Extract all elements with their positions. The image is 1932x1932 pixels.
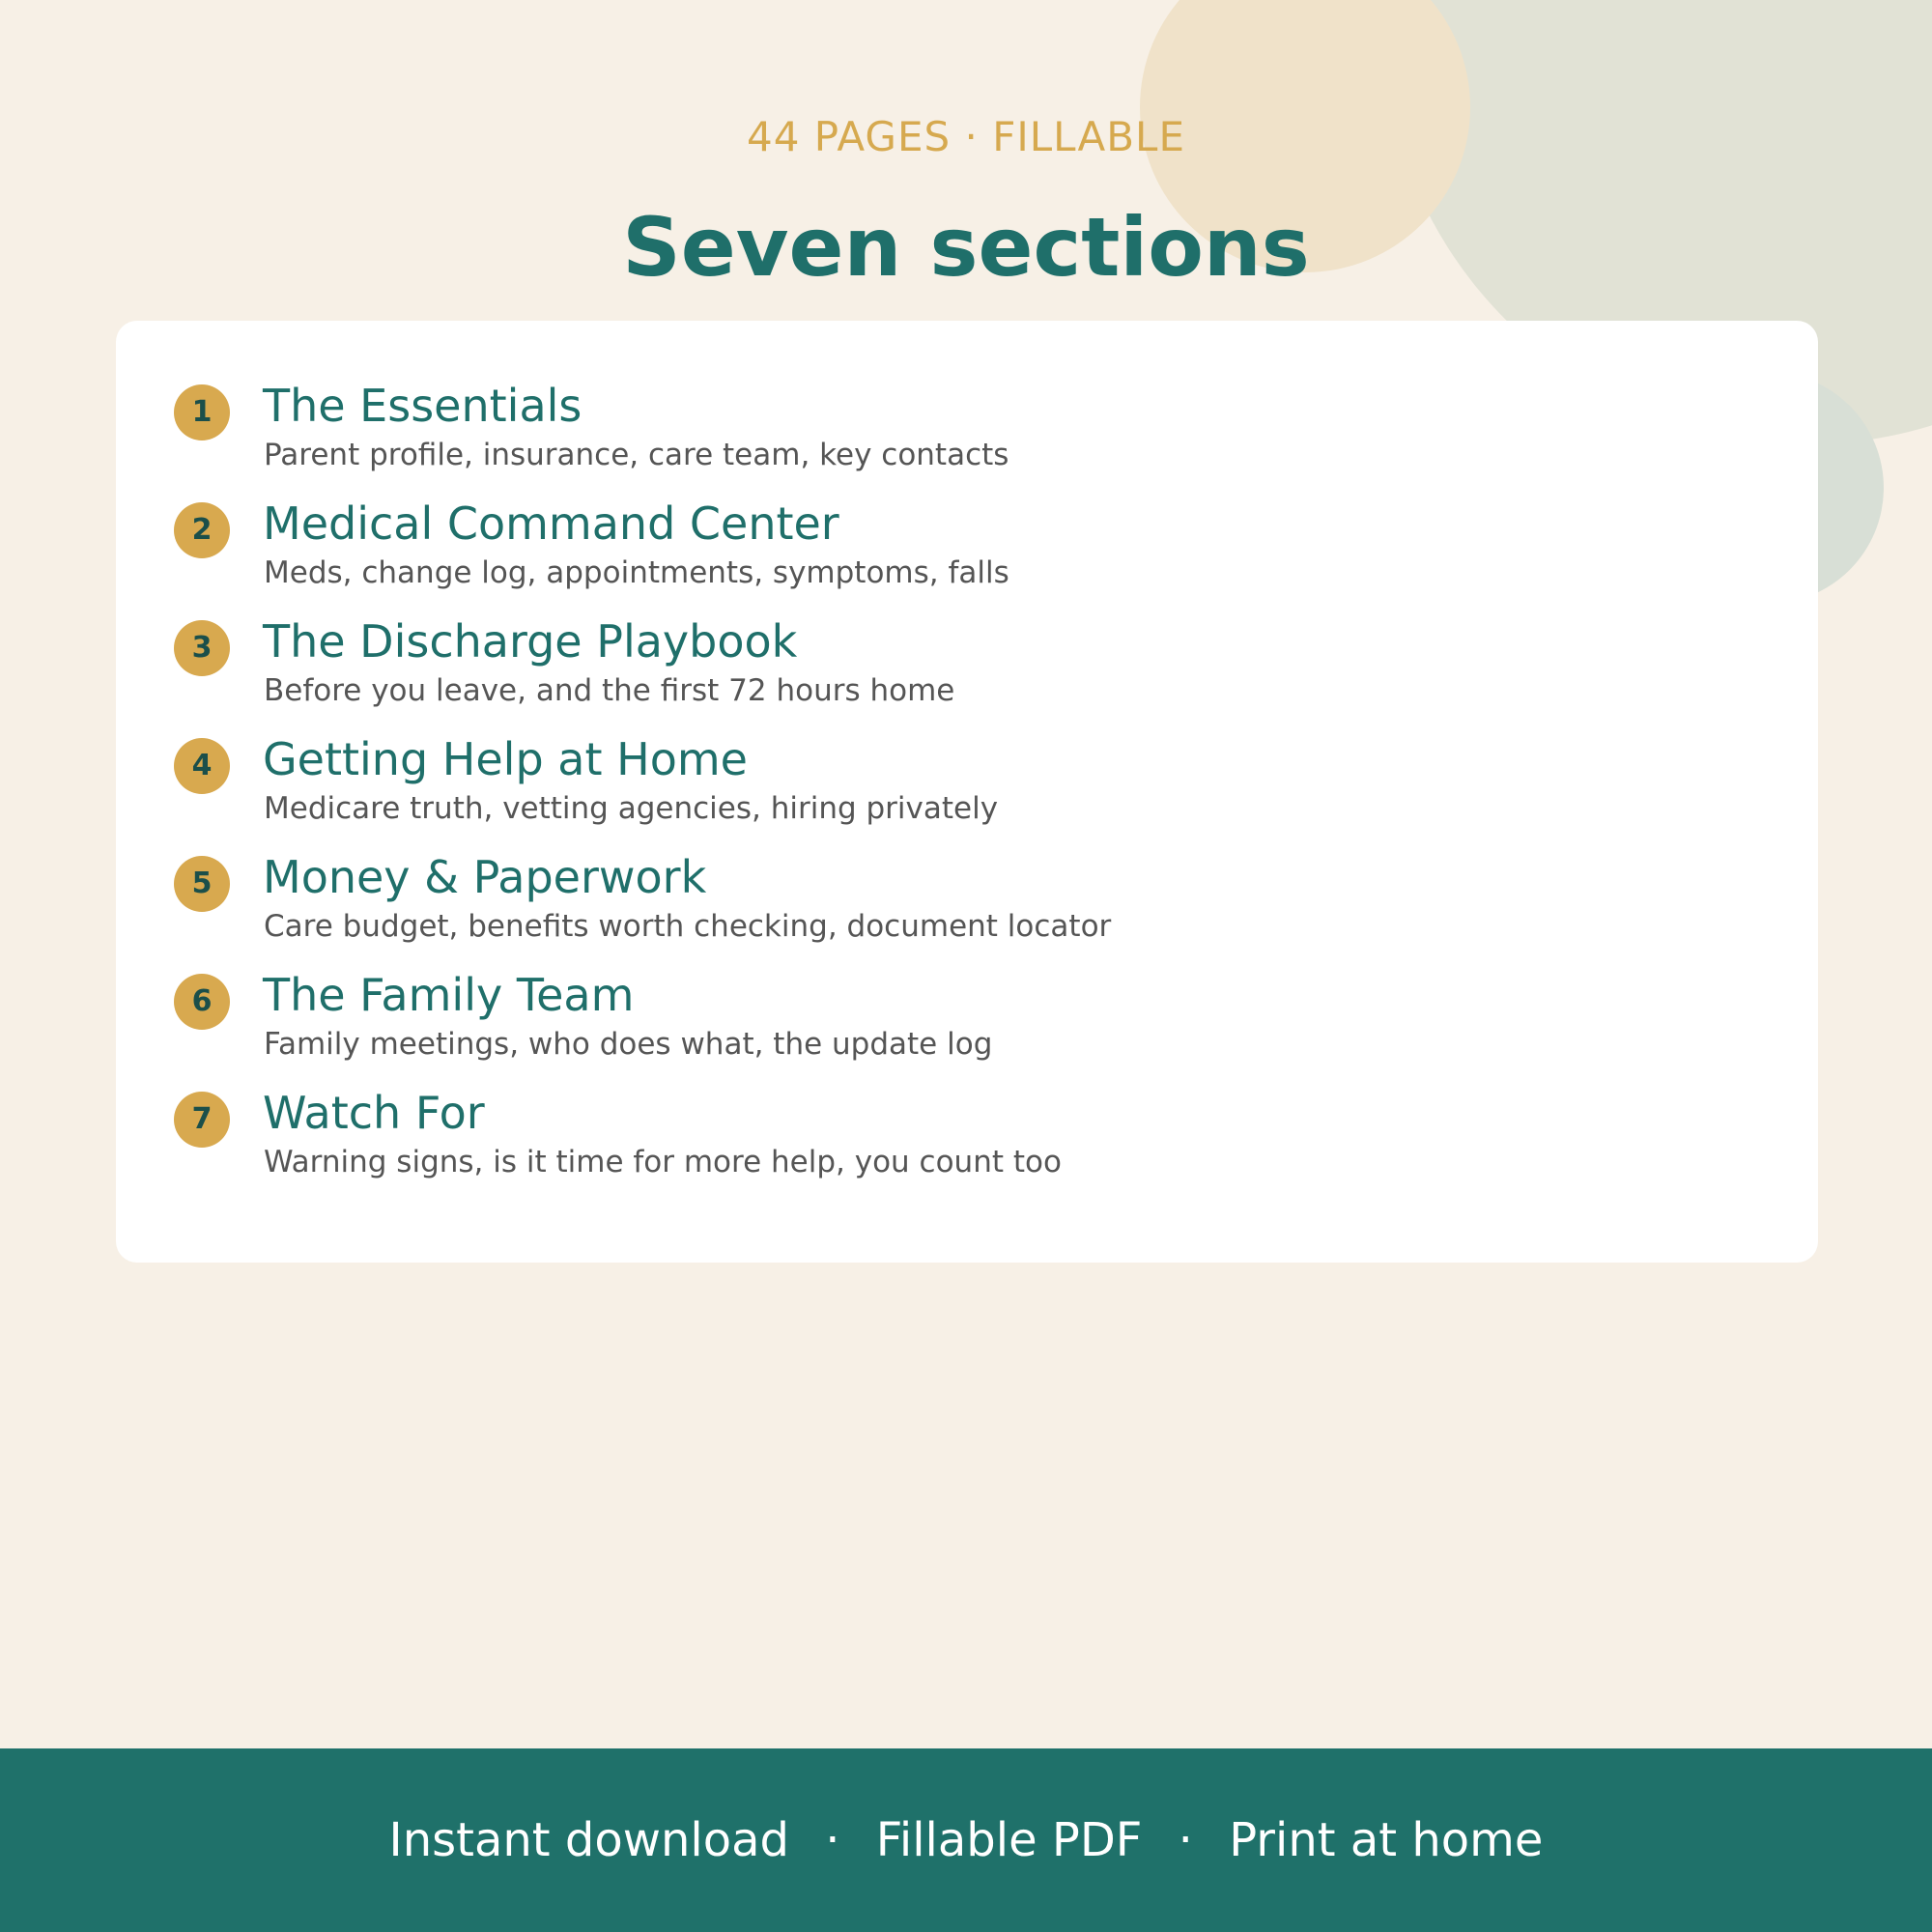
section-number-badge: 7 xyxy=(174,1092,230,1148)
section-number-badge: 5 xyxy=(174,856,230,912)
section-description: Care budget, benefits worth checking, document locator xyxy=(264,909,1112,944)
section-title: Getting Help at Home xyxy=(263,733,748,785)
footer-feature-instant-download: Instant download xyxy=(388,1813,789,1867)
section-title: The Essentials xyxy=(263,380,582,432)
section-title: Money & Paperwork xyxy=(263,851,707,903)
section-description: Meds, change log, appointments, symptoms, falls xyxy=(264,555,1009,590)
section-description: Warning signs, is it time for more help, you count too xyxy=(264,1145,1062,1179)
section-title: Watch For xyxy=(263,1087,485,1139)
section-item-family-team xyxy=(116,910,1662,1062)
section-item-essentials xyxy=(116,321,1662,472)
section-description: Medicare truth, vetting agencies, hiring privately xyxy=(264,791,999,826)
section-description: Before you leave, and the first 72 hours home xyxy=(264,673,955,708)
section-title: The Family Team xyxy=(263,969,635,1021)
page-title: Seven sections xyxy=(622,200,1310,295)
footer-separator: · xyxy=(825,1813,840,1867)
footer-feature-fillable-pdf: Fillable PDF xyxy=(875,1813,1143,1867)
section-number-badge: 3 xyxy=(174,620,230,676)
page-eyebrow: 44 PAGES · FILLABLE xyxy=(746,113,1185,160)
section-number-badge: 6 xyxy=(174,974,230,1030)
section-title: Medical Command Center xyxy=(263,497,839,550)
section-item-help-at-home xyxy=(116,674,1662,826)
section-number-badge: 1 xyxy=(174,384,230,440)
section-description: Family meetings, who does what, the update log xyxy=(264,1027,993,1062)
section-number-badge: 2 xyxy=(174,502,230,558)
section-title: The Discharge Playbook xyxy=(263,615,798,668)
section-item-discharge-playbook xyxy=(116,556,1662,708)
footer-banner xyxy=(0,1748,1932,1932)
section-item-medical-command-center xyxy=(116,439,1662,590)
footer-feature-print-at-home: Print at home xyxy=(1229,1813,1544,1867)
sections-card xyxy=(116,321,1818,1263)
section-number-badge: 4 xyxy=(174,738,230,794)
footer-separator: · xyxy=(1178,1813,1193,1867)
section-description: Parent profile, insurance, care team, key contacts xyxy=(264,438,1009,472)
section-item-money-paperwork xyxy=(116,792,1662,944)
section-item-watch-for xyxy=(116,1028,1662,1179)
